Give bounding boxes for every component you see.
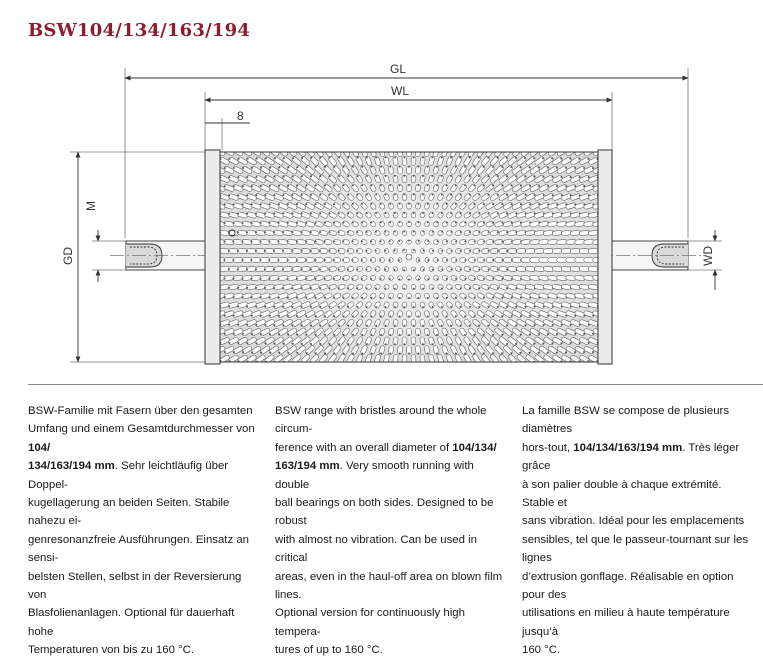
diameter-values: 104/134/ 163/194 mm	[275, 441, 497, 473]
wl-label: WL	[391, 84, 409, 98]
description-french: La famille BSW se compose de plusieurs diamètres hors-tout, 104/134/163/194 mm. Très léger grâce à son palier double à chaque extrémité. Stable et sans vibration. Idéal pour les emplacements sensibles, tel que le passeur-tournant sur les lignes d’extrusion gonflage. Réalisable en option pour des utilisations en milieu à haute température jusqu’à 160 °C.	[522, 405, 749, 657]
brush-roller-drawing	[0, 55, 763, 370]
m-label: M	[84, 201, 98, 211]
page-title: BSW104/134/163/194	[28, 20, 251, 41]
description-english: BSW range with bristles around the whole circum- ference with an overall diameter of 104/134/ 163/194 mm. Very smooth running with double ball bearings on both sides. Designed to be robust with almost no vibration. Can be used in critical areas, even in the haul-off area on blown film lines. Optional version for continuously high tempera- tures of up to 160 °C.	[275, 405, 503, 657]
gd-label: GD	[61, 247, 75, 265]
right-flange	[598, 150, 612, 364]
wd-label: WD	[701, 246, 715, 266]
left-flange	[205, 150, 220, 364]
diameter-values: 104/ 134/163/194 mm	[28, 441, 115, 473]
gl-label: GL	[389, 62, 407, 76]
eight-label: 8	[237, 109, 244, 123]
description-german: BSW-Familie mit Fasern über den gesamten Umfang und einem Gesamtdurchmesser von 104/ 134/163/194 mm. Sehr leichtläufig über Doppel- kugellagerung an beiden Seiten. Stabile nahezu ei- genresonanzfreie Ausführungen. Einsatz an sensi- belsten Stellen, selbst in der Reversierung von Blasfolienanlagen. Optional für dauerhaft hohe Temperaturen von bis zu 160 °C.	[28, 405, 255, 657]
section-divider	[28, 384, 763, 385]
diameter-values: 104/134/163/194 mm	[573, 441, 683, 454]
